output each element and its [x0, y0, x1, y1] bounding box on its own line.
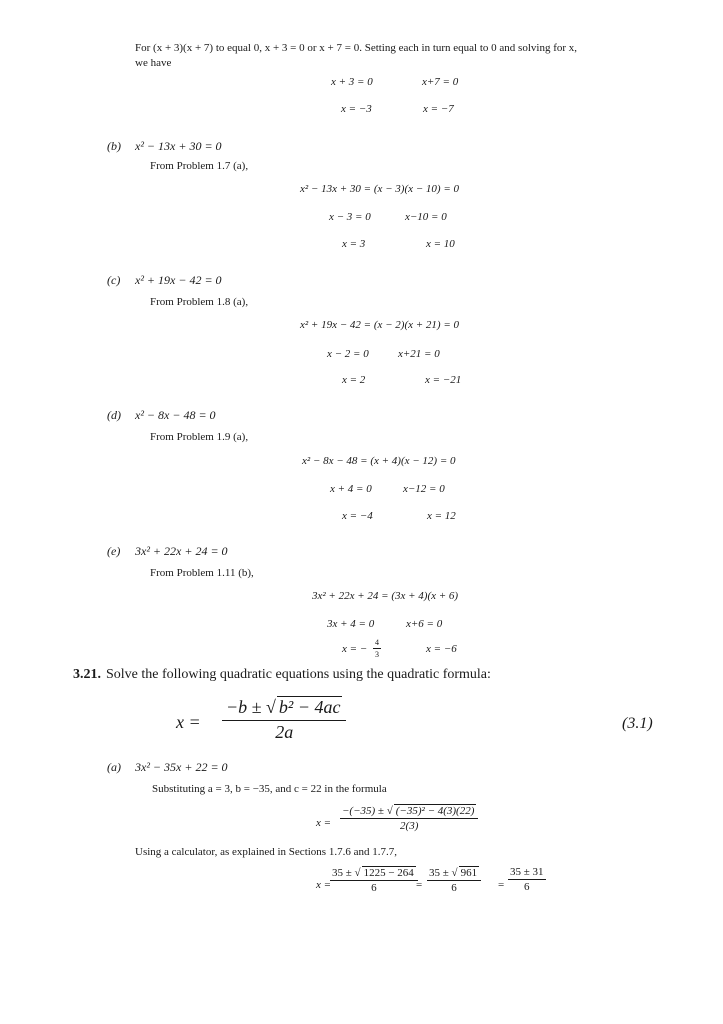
- part-label: (a): [107, 760, 121, 774]
- equation-left: x + 4 = 0: [330, 483, 372, 495]
- factored-equation: x² + 19x − 42 = (x − 2)(x + 21) = 0: [300, 319, 460, 331]
- step2-lhs: x =: [316, 879, 332, 891]
- step2-fraction-1: [330, 866, 418, 894]
- calculator-note: Using a calculator, as explained in Sections 1.7.6 and 1.7.7,: [135, 846, 397, 858]
- part-label: (b): [107, 139, 121, 153]
- step2-fraction-1-radicand: 1225 − 264: [363, 867, 414, 879]
- solution-left: x = −3: [341, 103, 372, 115]
- step2-fraction-2-numerator: [427, 866, 481, 881]
- factored-equation: 3x² + 22x + 24 = (3x + 4)(x + 6): [312, 590, 459, 602]
- step2-fraction-2-denominator: 6: [451, 882, 457, 894]
- solution-left-fraction: [373, 638, 381, 659]
- part-equation: x² + 19x − 42 = 0: [135, 273, 222, 287]
- source-note: From Problem 1.9 (a),: [150, 431, 249, 443]
- step1-numerator-prefix: −(−35) ±: [342, 805, 387, 817]
- step2-fraction-1-numerator: [330, 866, 418, 881]
- source-note: From Problem 1.7 (a),: [150, 160, 249, 172]
- part-equation: x² − 8x − 48 = 0: [135, 408, 216, 422]
- formula-radicand: b² − 4ac: [278, 697, 341, 717]
- solution-left: x = 2: [342, 374, 366, 386]
- formula-denominator: 2a: [275, 722, 294, 742]
- solution-right: x = 10: [426, 238, 455, 250]
- solution-left-prefix: x = −: [342, 643, 368, 655]
- radical-sign-icon: √: [266, 697, 276, 717]
- equation-left: 3x + 4 = 0: [327, 618, 375, 630]
- step2-fraction-2-radicand: 961: [460, 867, 478, 879]
- fraction-numerator: 4: [375, 638, 379, 647]
- fraction-denominator: 3: [375, 650, 379, 659]
- equation-right: x−10 = 0: [405, 211, 447, 223]
- equation-left: x − 3 = 0: [329, 211, 371, 223]
- part-label: (e): [107, 544, 121, 558]
- solution-right: x = −6: [426, 643, 457, 655]
- intro-line-1: For (x + 3)(x + 7) to equal 0, x + 3 = 0 or x + 7 = 0. Setting each in turn equal to 0 and solving for x,: [135, 42, 578, 54]
- step2-fraction-1-prefix: 35 ±: [332, 867, 355, 879]
- radical-sign-icon: √: [386, 805, 393, 817]
- solution-left: x = 3: [342, 238, 366, 250]
- equation-right: x−12 = 0: [403, 483, 445, 495]
- equation-right: x+21 = 0: [398, 348, 440, 360]
- step1-fraction: [340, 804, 478, 832]
- step2-fraction-3-numerator: 35 ± 31: [510, 866, 544, 878]
- equation-tag: (3.1): [622, 715, 653, 732]
- equals-sign: =: [498, 879, 505, 891]
- part-equation: 3x² + 22x + 24 = 0: [135, 544, 228, 558]
- solution-right: x = −21: [425, 374, 462, 386]
- formula-lhs: x =: [176, 712, 201, 732]
- substitution-note: Substituting a = 3, b = −35, and c = 22 in the formula: [152, 783, 387, 795]
- quadratic-formula-fraction: [222, 696, 346, 743]
- step2-fraction-3-denominator: 6: [524, 881, 530, 893]
- step2-fraction-3: [508, 866, 546, 893]
- equation-right: x+7 = 0: [422, 76, 459, 88]
- step2-fraction-1-denominator: 6: [371, 882, 377, 894]
- problem-number: 3.21.: [73, 667, 101, 682]
- formula-numerator-prefix: −b ±: [226, 697, 267, 717]
- part-equation: x² − 13x + 30 = 0: [135, 139, 222, 153]
- equals-sign: =: [416, 879, 423, 891]
- source-note: From Problem 1.8 (a),: [150, 296, 249, 308]
- radical-sign-icon: √: [451, 867, 458, 879]
- radical-sign-icon: √: [354, 867, 361, 879]
- formula-numerator: [222, 696, 346, 721]
- intro-line-2: we have: [135, 57, 172, 69]
- solution-right: x = 12: [427, 510, 456, 522]
- step2-fraction-2-prefix: 35 ±: [429, 867, 452, 879]
- step1-lhs: x =: [316, 817, 332, 829]
- part-label: (d): [107, 408, 121, 422]
- solution-left: x = −4: [342, 510, 373, 522]
- problem-statement: Solve the following quadratic equations using the quadratic formula:: [106, 667, 491, 682]
- equation-left: x − 2 = 0: [327, 348, 369, 360]
- part-equation: 3x² − 35x + 22 = 0: [135, 760, 228, 774]
- equation-left: x + 3 = 0: [331, 76, 373, 88]
- step1-denominator: 2(3): [400, 820, 419, 832]
- source-note: From Problem 1.11 (b),: [150, 567, 254, 579]
- factored-equation: x² − 13x + 30 = (x − 3)(x − 10) = 0: [300, 183, 460, 195]
- factored-equation: x² − 8x − 48 = (x + 4)(x − 12) = 0: [302, 455, 456, 467]
- solution-right: x = −7: [423, 103, 454, 115]
- step1-numerator: [340, 804, 478, 819]
- part-label: (c): [107, 273, 121, 287]
- equation-right: x+6 = 0: [406, 618, 443, 630]
- step1-radicand: (−35)² − 4(3)(22): [395, 805, 475, 817]
- step2-fraction-2: [427, 866, 481, 894]
